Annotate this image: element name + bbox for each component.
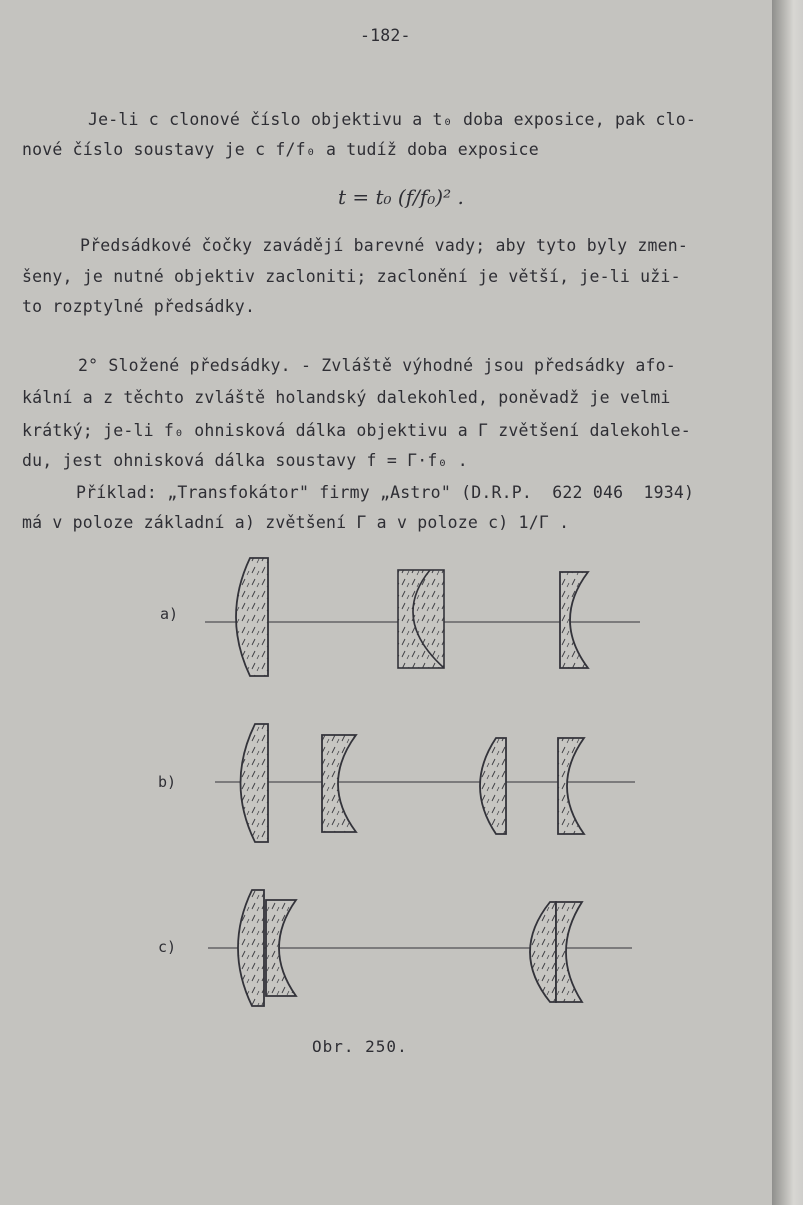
text-line: Je-li c clonové číslo objektivu a t₀ doba exposice, pak clo- xyxy=(88,110,697,129)
text-line: nové číslo soustavy je c f/f₀ a tudíž doba exposice xyxy=(22,140,539,159)
text-line: 2° Složené předsádky. - Zvláště výhodné jsou předsádky afo- xyxy=(78,356,676,375)
exposure-formula: t = t₀ (f/f₀)² . xyxy=(338,185,464,209)
text-line: šeny, je nutné objektiv zacloniti; zaclonění je větší, je-li uži- xyxy=(22,267,681,286)
lens-planoconvex xyxy=(241,724,269,842)
text-line: kální a z těchto zvláště holandský dalekohled, poněvadž je velmi xyxy=(22,388,671,407)
lens-planoconcave xyxy=(322,735,356,832)
text-line: má v poloze základní a) zvětšení Γ a v poloze c) 1/Γ . xyxy=(22,513,570,532)
figure-label-a: a) xyxy=(160,605,179,623)
text-line: to rozptylné předsádky. xyxy=(22,297,256,316)
lens-planoconcave xyxy=(558,738,584,834)
page-edge xyxy=(772,0,803,1205)
lens-figure xyxy=(0,540,772,1020)
lens-planoconcave xyxy=(560,572,588,668)
figure-label-c: c) xyxy=(158,938,177,956)
text-line: du, jest ohnisková dálka soustavy f = Γ·f₀ . xyxy=(22,451,468,470)
lens-planoconvex xyxy=(236,558,268,676)
figure-label-b: b) xyxy=(158,773,177,791)
lens-planoconvex xyxy=(530,902,556,1002)
text-line: Předsádkové čočky zavádějí barevné vady; aby tyto byly zmen- xyxy=(80,236,689,255)
page-number: -182- xyxy=(360,26,411,45)
figure-caption: Obr. 250. xyxy=(312,1037,408,1056)
lens-planoconvex xyxy=(238,890,264,1006)
lens-planoconcave xyxy=(556,902,582,1002)
text-line: krátký; je-li f₀ ohnisková dálka objektivu a Γ zvětšení dalekohle- xyxy=(22,421,691,440)
text-line: Příklad: „Transfokátor" firmy „Astro" (D.R.P. 622 046 1934) xyxy=(76,483,695,502)
lens-planoconvex xyxy=(480,738,506,834)
